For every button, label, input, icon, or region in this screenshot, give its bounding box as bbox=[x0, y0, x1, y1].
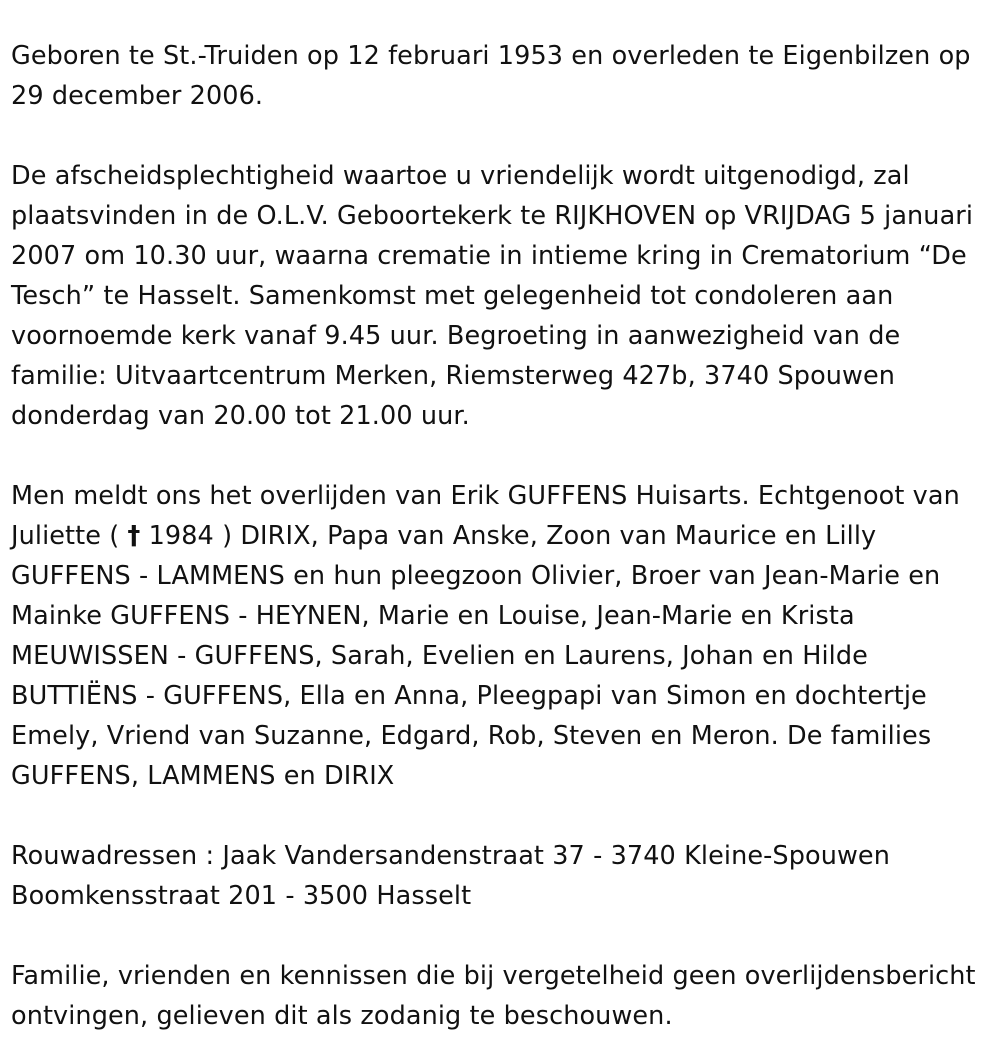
closing-paragraph: Familie, vrienden en kennissen die bij vergetelheid geen overlijdensbericht ontvingen, gelieven dit als zodanig te beschouwen. bbox=[11, 961, 976, 1031]
obituary-text bbox=[11, 36, 986, 1036]
address-line-2: Boomkensstraat 201 - 3500 Hasselt bbox=[11, 881, 472, 911]
announcement-paragraph bbox=[11, 476, 986, 796]
ceremony-paragraph: De afscheidsplechtigheid waartoe u vriendelijk wordt uitgenodigd, zal plaatsvinden in de O.L.V. Geboortekerk te RIJKHOVEN op VRIJDAG 5 januari 2007 om 10.30 uur, waarna crematie in intieme kring in Crematorium “De Tesch” te Hasselt. Samenkomst met gelegenheid tot condoleren aan voornoemde kerk vanaf 9.45 uur. Begroeting in aanwezigheid van de familie: Uitvaartcentrum Merken, Riemsterweg 427b, 3740 Spouwen donderdag van 20.00 tot 21.00 uur. bbox=[11, 161, 974, 431]
address-line-1: Rouwadressen : Jaak Vandersandenstraat 37 - 3740 Kleine-Spouwen bbox=[11, 841, 890, 871]
addresses-paragraph bbox=[11, 836, 986, 916]
announcement-text-end: 1984 ) DIRIX, Papa van Anske, Zoon van Maurice en Lilly GUFFENS - LAMMENS en hun pleegzoon Olivier, Broer van Jean-Marie en Mainke GUFFENS - HEYNEN, Marie en Louise, Jean-Marie en Krista MEUWISSEN - GUFFENS, Sarah, Evelien en Laurens, Johan en Hilde BUTTIËNS - GUFFENS, Ella en Anna, Pleegpapi van Simon en dochtertje Emely, Vriend van Suzanne, Edgard, Rob, Steven en Meron. De families GUFFENS, LAMMENS en DIRIX bbox=[11, 521, 941, 791]
birth-death-paragraph: Geboren te St.-Truiden op 12 februari 1953 en overleden te Eigenbilzen op 29 december 2006. bbox=[11, 41, 971, 111]
cross-icon: † bbox=[127, 521, 141, 551]
announcement-text-start: Men meldt ons het overlijden van Erik GUFFENS Huisarts. Echtgenoot van Juliette ( bbox=[11, 481, 960, 551]
